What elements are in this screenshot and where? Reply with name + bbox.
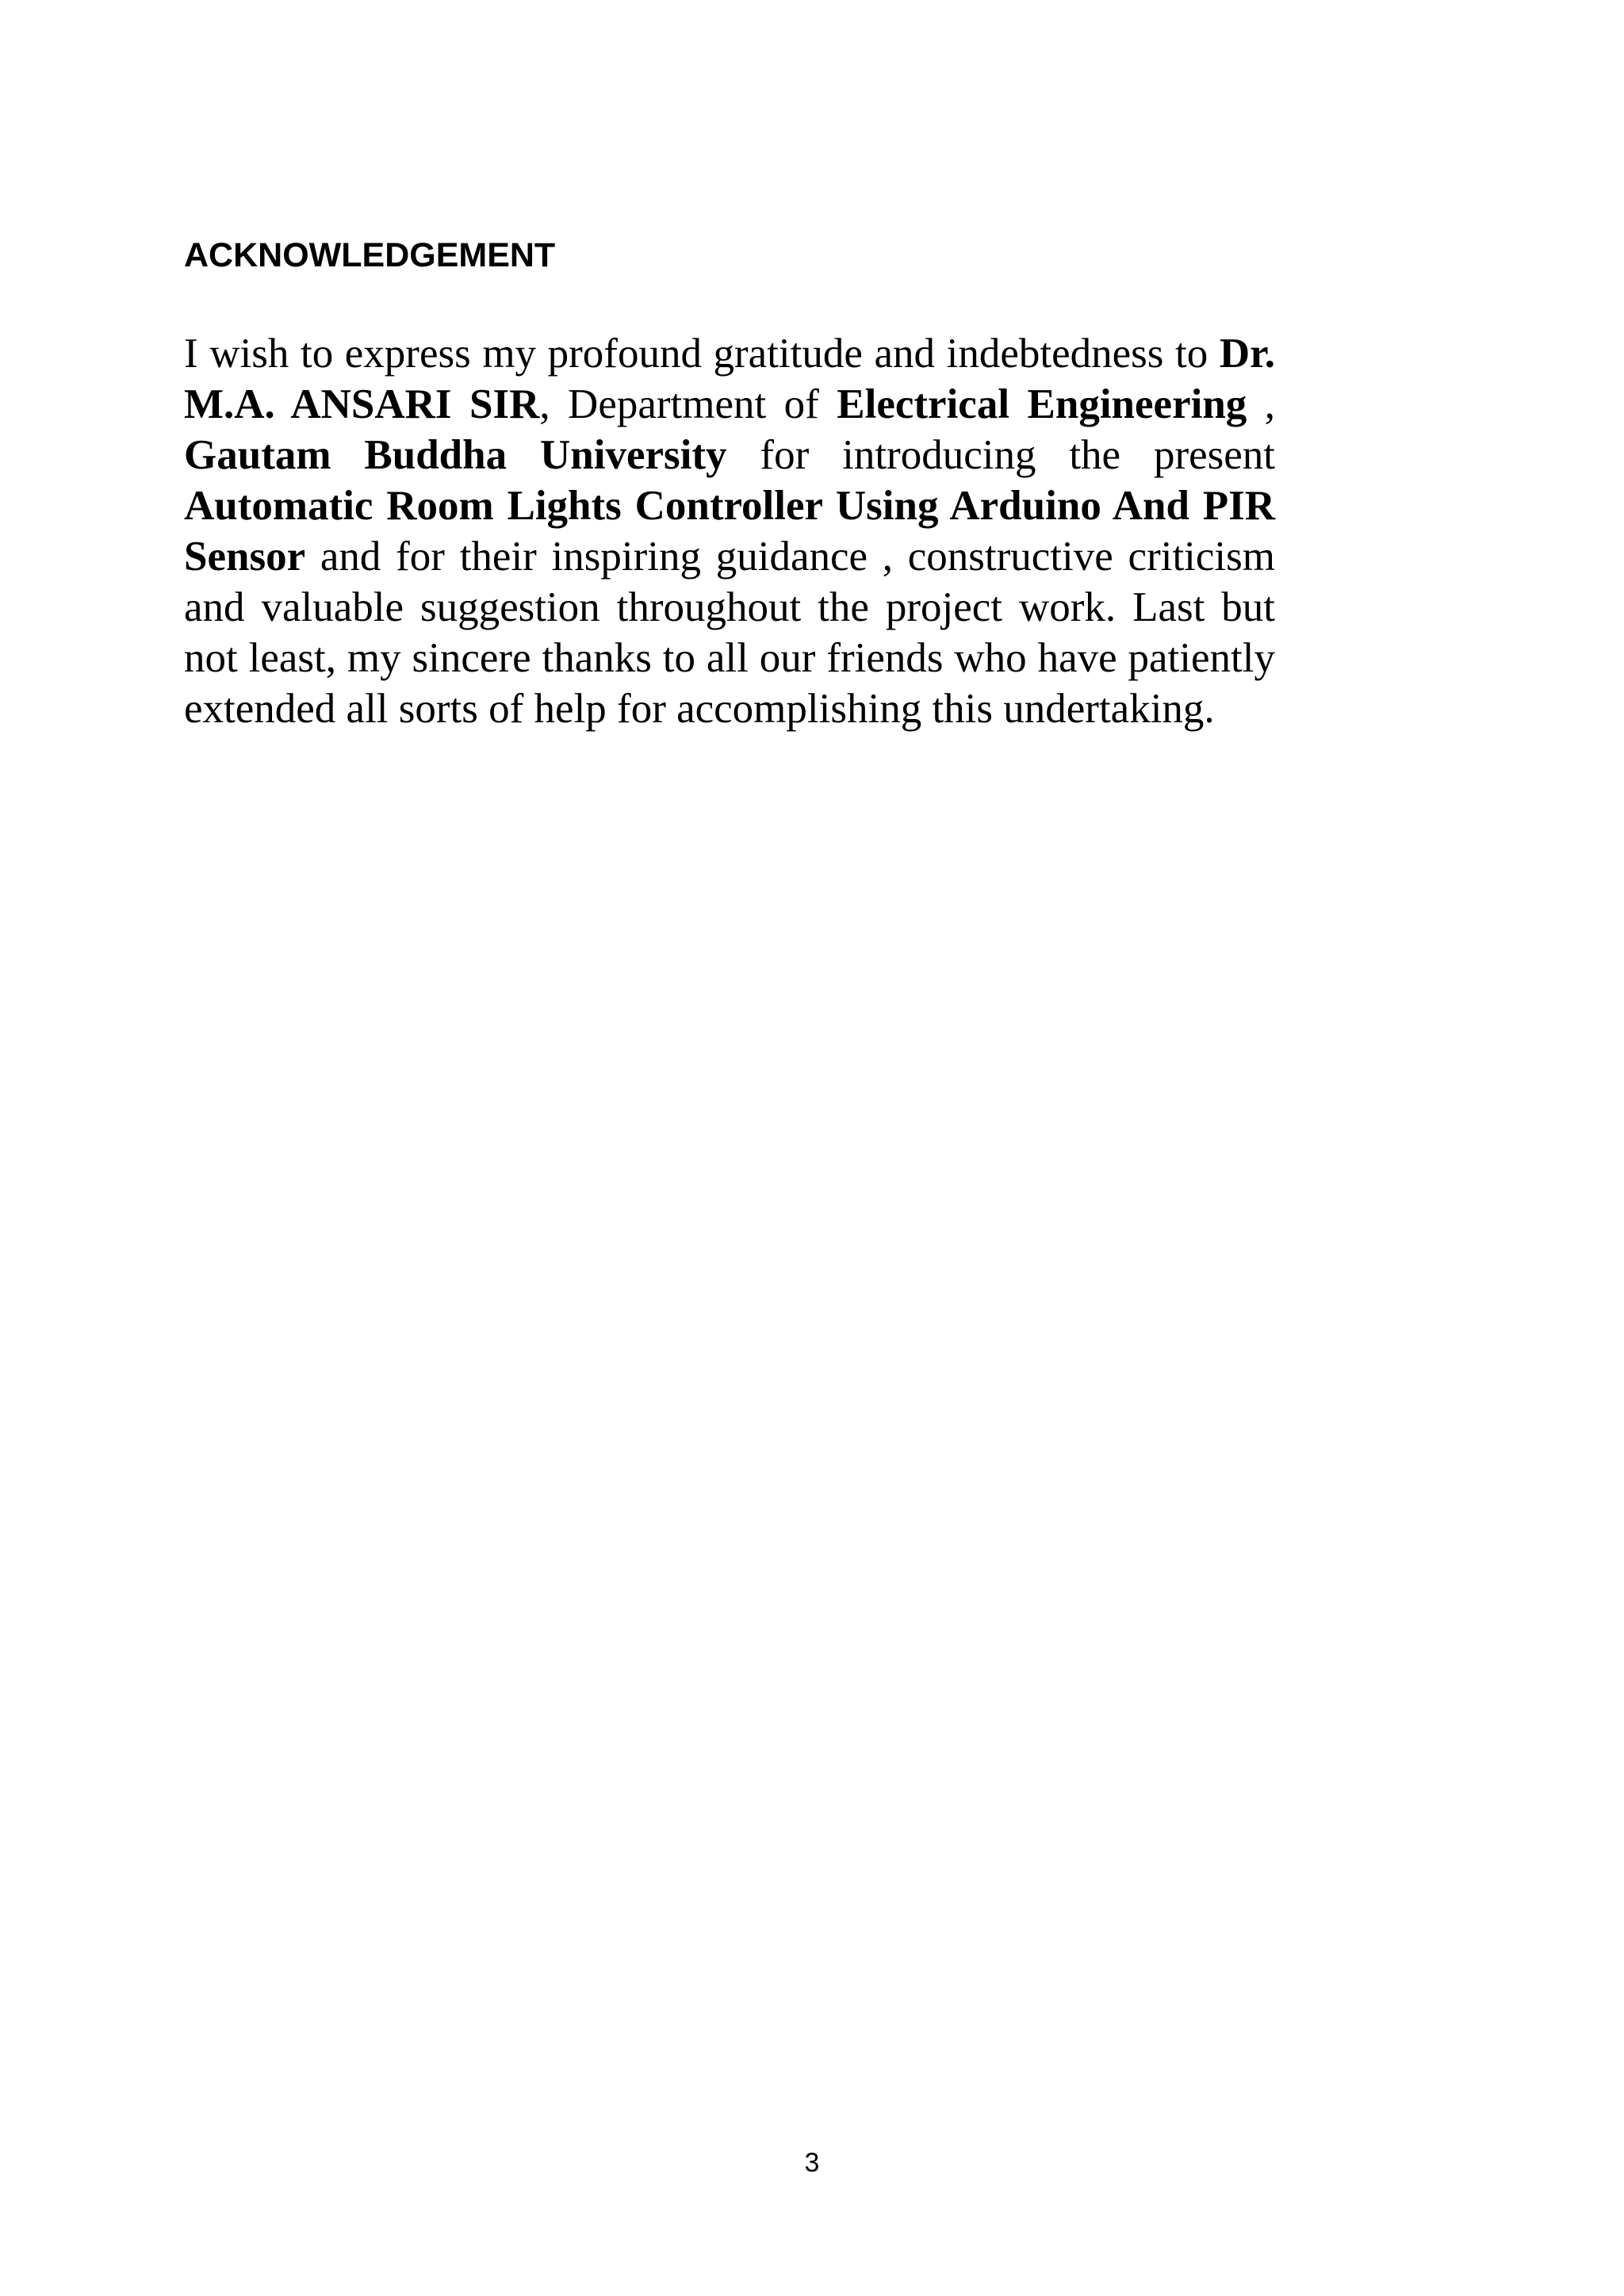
paragraph-text: and for their inspiring guidance , constructive criticism and valuable suggestion throughout the project work. Last but not least, my sincere thanks to all our friends who have patiently extended all sorts of help for accomplishing this undertaking. bbox=[184, 534, 1275, 732]
paragraph-text: I wish to express my profound gratitude and indebtedness to bbox=[184, 331, 1220, 377]
paragraph-text: for introducing the present bbox=[726, 432, 1276, 478]
paragraph-text: , Department of bbox=[539, 381, 837, 427]
project-title: Automatic Room Lights Controller Using Arduino And PIR Sensor bbox=[184, 483, 1275, 580]
section-heading: ACKNOWLEDGEMENT bbox=[184, 236, 556, 274]
supervisor-name: Dr. M.A. ANSARI SIR bbox=[184, 331, 1275, 427]
university-name: Gautam Buddha University bbox=[184, 432, 727, 478]
page-number: 3 bbox=[804, 2148, 820, 2178]
acknowledgement-paragraph bbox=[184, 328, 1275, 734]
department-name: Electrical Engineering bbox=[837, 381, 1247, 427]
paragraph-text: , bbox=[1247, 381, 1276, 427]
